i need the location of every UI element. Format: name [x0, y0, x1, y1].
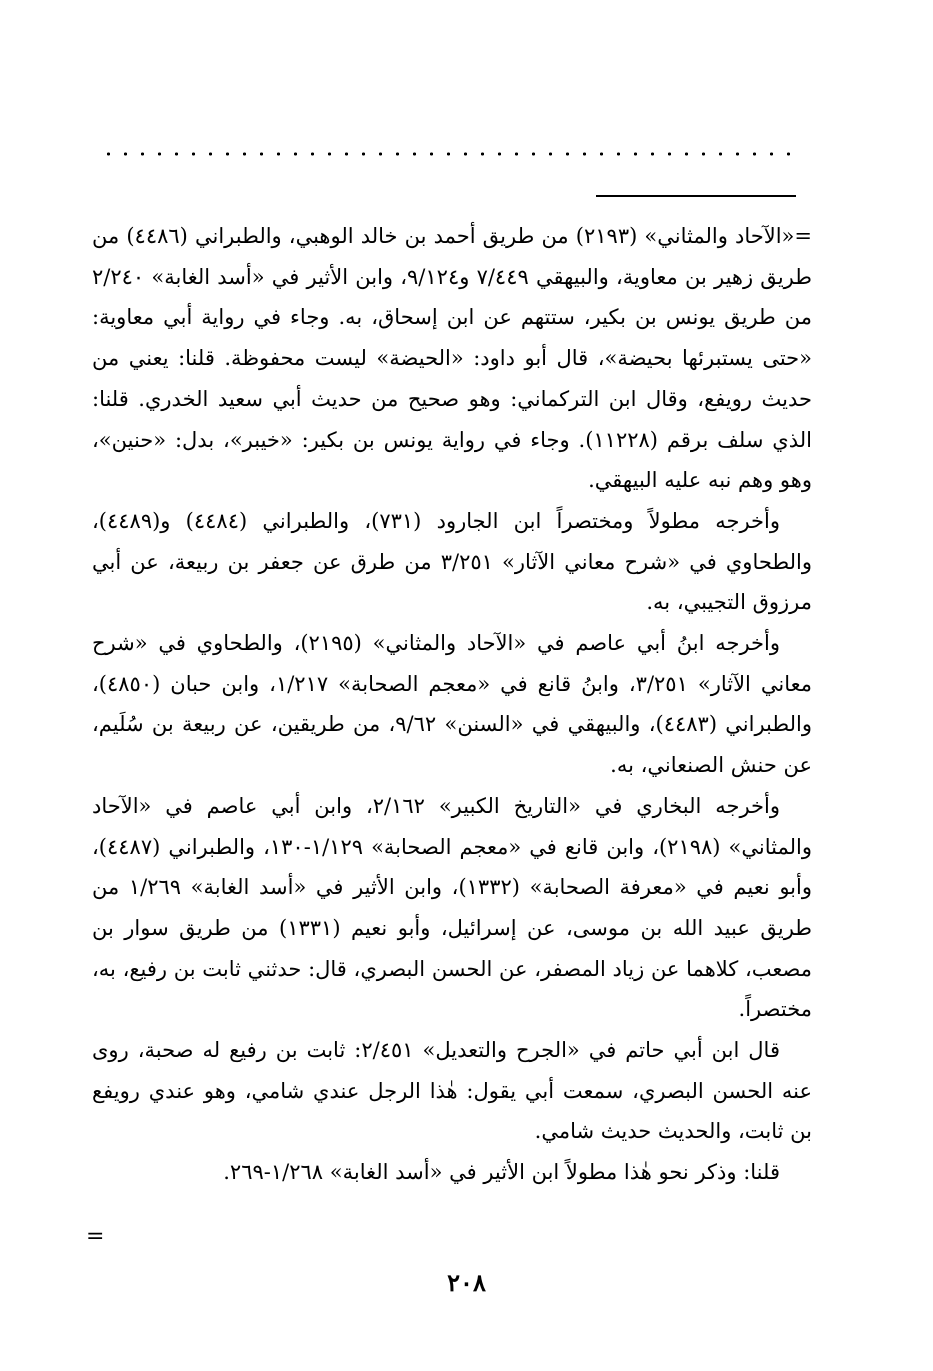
- footnote-paragraph: وأخرجه ابنُ أبي عاصم في «الآحاد والمثاني» (٢١٩٥)، والطحاوي في «شرح معاني الآثار» ٣/٢٥١، وابنُ قانع في «معجم الصحابة» ١/٢١٧، وابن حبان (٤٨٥٠)، والطبراني (٤٤٨٣)، والبيهقي في «السنن» ٩/٦٢، من طريقين، عن ربيعة بن سُلَيم، عن حنش الصنعاني، به.: [92, 631, 812, 778]
- footnote-dotted-separator: [100, 150, 798, 158]
- footnote-paragraph: =«الآحاد والمثاني» (٢١٩٣) من طريق أحمد بن خالد الوهبي، والطبراني (٤٤٨٦) من طريق زهير بن معاوية، والبيهقي ٧/٤٤٩ و٩/١٢٤، وابن الأثير في «أسد الغابة» ٢/٢٤٠ من طريق يونس بن بكير، ستتهم عن ابن إسحاق، به. وجاء في رواية أبي معاوية: «حتى يستبرئها بحيضة»، قال أبو داود: «الحيضة» ليست محفوظة. قلنا: يعني من حديث رويفع، وقال ابن التركماني: وهو صحيح من حديث أبي سعيد الخدري. قلنا: الذي سلف برقم (١١٢٢٨). وجاء في رواية يونس بن بكير: «خيبر»، بدل: «حنين»، وهو وهم نبه عليه البيهقي.: [92, 224, 812, 493]
- footnote-paragraph: قلنا: وذكر نحو هٰذا مطولاً ابن الأثير في «أسد الغابة» ١/٢٦٨-٢٦٩.: [223, 1160, 780, 1185]
- footnote-paragraph: وأخرجه مطولاً ومختصراً ابن الجارود (٧٣١)، والطبراني (٤٤٨٤) و(٤٤٨٩)، والطحاوي في «شرح معاني الآثار» ٣/٢٥١ من طرق عن جعفر بن ربيعة، عن أبي مرزوق التجيبي، به.: [92, 508, 812, 615]
- continuation-mark: =: [86, 1224, 105, 1249]
- footnote-paragraph: وأخرجه البخاري في «التاريخ الكبير» ٢/١٦٢، وابن أبي عاصم في «الآحاد والمثاني» (٢١٩٨)، وابن قانع في «معجم الصحابة» ١/١٢٩-١٣٠، والطبراني (٤٤٨٧)، وأبو نعيم في «معرفة الصحابة» (١٣٣٢)، وابن الأثير في «أسد الغابة» ١/٢٦٩ من طريق عبيد الله بن موسى، عن إسرائيل، وأبو نعيم (١٣٣١) من طريق سوار بن مصعب، كلاهما عن زياد المصفر، عن الحسن البصري، قال: حدثني ثابت بن رفيع، به، مختصراً.: [92, 793, 812, 1022]
- footnote-paragraph: قال ابن أبي حاتم في «الجرح والتعديل» ٢/٤٥١: ثابت بن رفيع له صحبة، روى عنه الحسن البصري، سمعت أبي يقول: هٰذا الرجل عندي شامي، وهو عندي رويفع بن ثابت، والحديث حديث شامي.: [92, 1038, 812, 1144]
- page-number: ٢٠٨: [447, 1268, 486, 1297]
- footnote-rule: [596, 195, 796, 197]
- footnote-body: [92, 216, 812, 1193]
